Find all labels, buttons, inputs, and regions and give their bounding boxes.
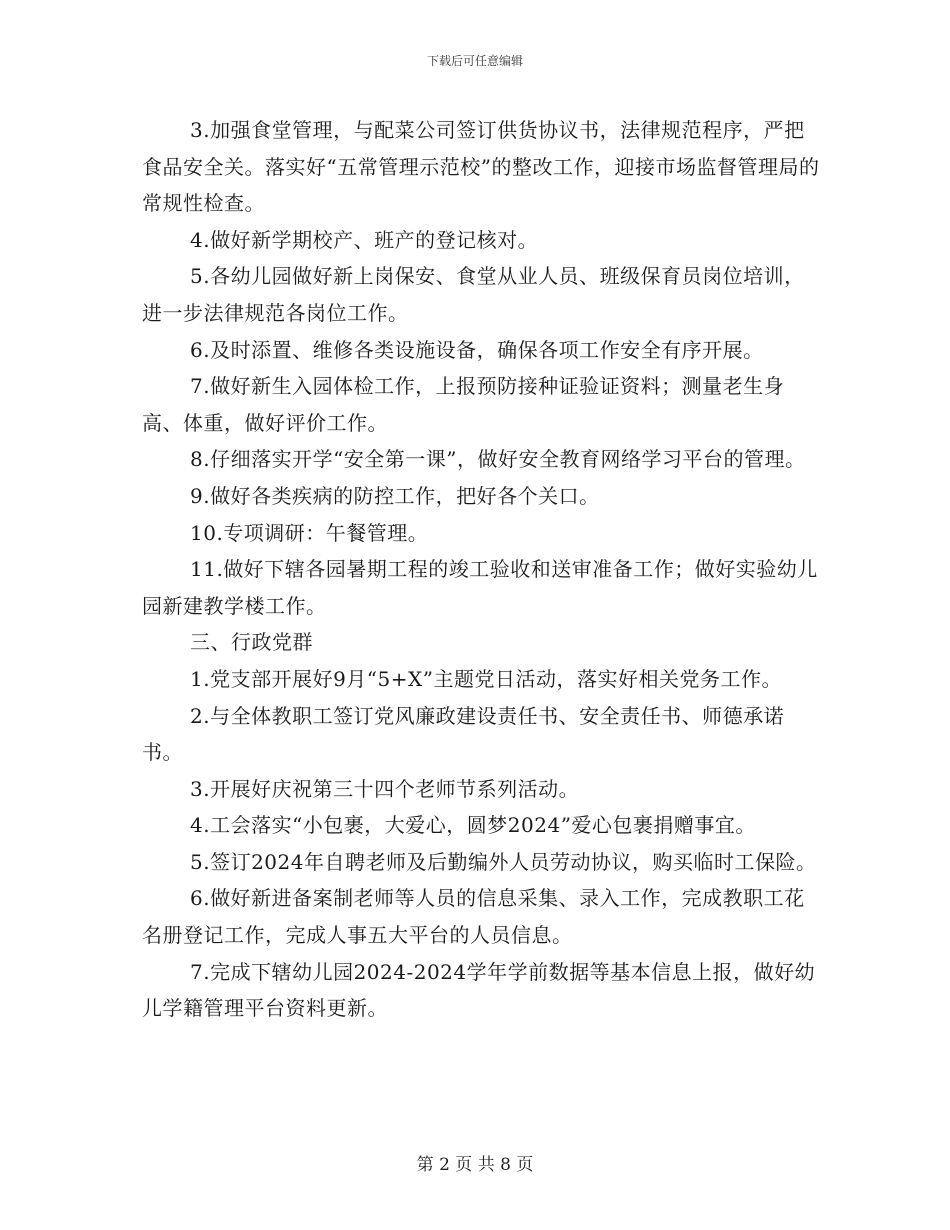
paragraph-union-donation: 4.工会落实“小包裹，大爱心，圆梦2024”爱心包裹捐赠事宜。 [190,813,756,838]
document-body [142,112,822,1027]
paragraph-party-day: 1.党支部开展好9月“5+X”主题党日活动，落实好相关党务工作。 [190,666,782,691]
page-number-footer: 第 2 页 共 8 页 [416,1155,534,1175]
paragraph-teachers-day: 3.开展好庆祝第三十四个老师节系列活动。 [190,776,580,801]
paragraph-facility-maintenance: 6.及时添置、维修各类设施设备，确保各项工作安全有序开展。 [190,337,764,362]
paragraph-safety-lesson: 8.仔细落实开学“安全第一课”，做好安全教育网络学习平台的管理。 [190,447,806,472]
paragraph-responsibility-letters: 2.与全体教职工签订党风廉政建设责任书、安全责任书、师德承诺书。 [142,703,785,765]
paragraph-labor-agreement: 5.签订2024年自聘老师及后勤编外人员劳动协议，购买临时工保险。 [190,849,817,874]
paragraph-disease-control: 9.做好各类疾病的防控工作，把好各个关口。 [190,483,600,508]
paragraph-summer-projects: 11.做好下辖各园暑期工程的竣工验收和送审准备工作；做好实验幼儿园新建教学楼工作。 [142,557,818,618]
section-heading-admin-party: 三、行政党群 [190,630,313,655]
paragraph-lunch-research: 10.专项调研：午餐管理。 [190,520,429,545]
paragraph-health-check: 7.做好新生入园体检工作，上报预防接种证验证资料；测量老生身高、体重，做好评价工作。 [142,374,785,435]
paragraph-info-collection: 6.做好新进备案制老师等人员的信息采集、录入工作，完成教职工花名册登记工作，完成人事五大平台的人员信息。 [142,886,805,948]
paragraph-data-report: 7.完成下辖幼儿园2024-2024学年学前数据等基本信息上报，做好幼儿学籍管理平台资料更新。 [142,959,816,1021]
paragraph-staff-training: 5.各幼儿园做好新上岗保安、食堂从业人员、班级保育员岗位培训，进一步法律规范各岗位工作。 [142,264,805,325]
paragraph-asset-check: 4.做好新学期校产、班产的登记核对。 [190,227,539,252]
paragraph-canteen-management: 3.加强食堂管理，与配菜公司签订供货协议书，法律规范程序，严把食品安全关。落实好“五常管理示范校”的整改工作，迎接市场监督管理局的常规性检查。 [142,118,820,216]
page-header: 下载后可任意编辑 [426,54,523,68]
